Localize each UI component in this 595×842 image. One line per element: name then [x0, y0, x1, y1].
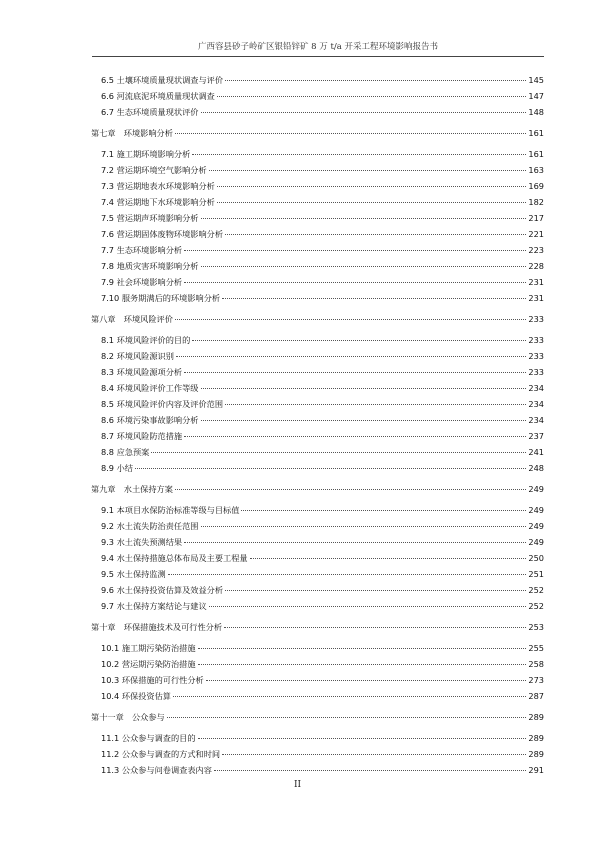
toc-entry-title: 7.1 施工期环境影响分析: [101, 149, 191, 159]
toc-entry-title: 10.4 环保投资估算: [101, 691, 171, 701]
toc-section-entry[interactable]: [91, 396, 544, 412]
toc-section-entry[interactable]: [91, 730, 544, 746]
dot-leader: [241, 510, 526, 511]
toc-chapter-entry[interactable]: [91, 481, 544, 497]
toc-entry-title: 8.8 应急预案: [101, 447, 150, 457]
toc-entry-title: 11.2 公众参与调查的方式和时间: [101, 749, 221, 759]
toc-entry-title: 7.10 服务期满后的环境影响分析: [101, 293, 221, 303]
dot-leader: [209, 606, 526, 607]
toc-entry-page: 255: [528, 643, 544, 653]
dot-leader: [167, 717, 526, 718]
table-of-contents: [91, 72, 544, 778]
toc-section-entry[interactable]: [91, 746, 544, 762]
toc-entry-page: 241: [528, 447, 544, 457]
toc-section-entry[interactable]: [91, 274, 544, 290]
toc-entry-page: 182: [528, 197, 544, 207]
toc-entry-page: 147: [528, 91, 544, 101]
toc-section-entry[interactable]: [91, 460, 544, 476]
toc-entry-page: 287: [528, 691, 544, 701]
toc-entry-page: 258: [528, 659, 544, 669]
toc-section-entry[interactable]: [91, 162, 544, 178]
toc-entry-title: 第十一章 公众参与: [91, 712, 165, 722]
toc-section-entry[interactable]: [91, 364, 544, 380]
toc-entry-page: 233: [528, 351, 544, 361]
toc-entry-title: 10.1 施工期污染防治措施: [101, 643, 196, 653]
dot-leader: [201, 112, 527, 113]
page-number: II: [293, 780, 302, 790]
toc-section-entry[interactable]: [91, 582, 544, 598]
dot-leader: [184, 436, 526, 437]
dot-leader: [184, 250, 526, 251]
toc-entry-page: 249: [528, 505, 544, 515]
dot-leader: [201, 526, 527, 527]
toc-section-entry[interactable]: [91, 566, 544, 582]
toc-entry-title: 7.2 营运期环境空气影响分析: [101, 165, 207, 175]
toc-entry-title: 6.7 生态环境质量现状评价: [101, 107, 199, 117]
toc-section-entry[interactable]: [91, 688, 544, 704]
toc-entry-page: 273: [528, 675, 544, 685]
dot-leader: [184, 372, 526, 373]
toc-entry-page: 233: [528, 335, 544, 345]
toc-entry-page: 233: [528, 314, 544, 324]
toc-entry-title: 8.1 环境风险评价的目的: [101, 335, 191, 345]
toc-entry-title: 9.1 本项目水保防治标准等级与目标值: [101, 505, 240, 515]
toc-section-entry[interactable]: [91, 656, 544, 672]
dot-leader: [209, 170, 526, 171]
toc-entry-title: 6.5 土壤环境质量现状调查与评价: [101, 75, 224, 85]
toc-section-entry[interactable]: [91, 428, 544, 444]
toc-section-entry[interactable]: [91, 88, 544, 104]
toc-entry-title: 9.7 水土保持方案结论与建议: [101, 601, 207, 611]
dot-leader: [201, 420, 527, 421]
dot-leader: [206, 680, 526, 681]
toc-entry-title: 9.3 水土流失预测结果: [101, 537, 183, 547]
toc-section-entry[interactable]: [91, 380, 544, 396]
toc-entry-title: 第十章 环保措施技术及可行性分析: [91, 622, 223, 632]
toc-entry-page: 223: [528, 245, 544, 255]
toc-entry-title: 9.6 水土保持投资估算及效益分析: [101, 585, 224, 595]
toc-entry-page: 252: [528, 585, 544, 595]
toc-entry-page: 251: [528, 569, 544, 579]
toc-section-entry[interactable]: [91, 672, 544, 688]
toc-section-entry[interactable]: [91, 502, 544, 518]
toc-entry-page: 237: [528, 431, 544, 441]
toc-entry-page: 161: [528, 128, 544, 138]
toc-entry-title: 8.4 环境风险评价工作等级: [101, 383, 199, 393]
toc-entry-page: 250: [528, 553, 544, 563]
dot-leader: [198, 738, 526, 739]
toc-chapter-entry[interactable]: [91, 619, 544, 635]
toc-entry-page: 289: [528, 749, 544, 759]
toc-entry-title: 10.3 环保措施的可行性分析: [101, 675, 204, 685]
toc-entry-title: 第九章 水土保持方案: [91, 484, 173, 494]
dot-leader: [184, 542, 526, 543]
dot-leader: [151, 452, 526, 453]
toc-entry-page: 289: [528, 733, 544, 743]
dot-leader: [222, 298, 526, 299]
toc-section-entry[interactable]: [91, 598, 544, 614]
toc-entry-page: 163: [528, 165, 544, 175]
dot-leader: [225, 234, 526, 235]
dot-leader: [135, 468, 526, 469]
toc-section-entry[interactable]: [91, 412, 544, 428]
toc-section-entry[interactable]: [91, 332, 544, 348]
toc-chapter-entry[interactable]: [91, 125, 544, 141]
toc-entry-page: 221: [528, 229, 544, 239]
dot-leader: [198, 648, 526, 649]
dot-leader: [250, 558, 526, 559]
toc-entry-page: 253: [528, 622, 544, 632]
dot-leader: [225, 80, 526, 81]
toc-section-entry[interactable]: [91, 534, 544, 550]
toc-entry-page: 217: [528, 213, 544, 223]
toc-entry-page: 248: [528, 463, 544, 473]
toc-entry-page: 234: [528, 383, 544, 393]
toc-entry-title: 8.3 环境风险源项分析: [101, 367, 183, 377]
dot-leader: [168, 574, 526, 575]
toc-entry-title: 9.5 水土保持监测: [101, 569, 166, 579]
dot-leader: [222, 754, 526, 755]
dot-leader: [176, 356, 526, 357]
toc-entry-page: 289: [528, 712, 544, 722]
toc-entry-title: 9.2 水土流失防治责任范围: [101, 521, 199, 531]
toc-entry-title: 第八章 环境风险评价: [91, 314, 173, 324]
dot-leader: [217, 96, 526, 97]
toc-section-entry[interactable]: [91, 290, 544, 306]
toc-section-entry[interactable]: [91, 444, 544, 460]
dot-leader: [225, 404, 526, 405]
toc-section-entry[interactable]: [91, 550, 544, 566]
toc-entry-title: 11.1 公众参与调查的目的: [101, 733, 196, 743]
toc-entry-page: 231: [528, 277, 544, 287]
dot-leader: [201, 266, 527, 267]
toc-entry-title: 第七章 环境影响分析: [91, 128, 173, 138]
dot-leader: [175, 489, 526, 490]
toc-entry-title: 7.5 营运期声环境影响分析: [101, 213, 199, 223]
toc-entry-page: 249: [528, 521, 544, 531]
toc-entry-page: 148: [528, 107, 544, 117]
toc-section-entry[interactable]: [91, 104, 544, 120]
toc-entry-page: 249: [528, 537, 544, 547]
running-header: 广西容县砂子岭矿区银铅锌矿 8 万 t/a 开采工程环境影响报告书: [92, 40, 544, 57]
dot-leader: [224, 627, 526, 628]
toc-section-entry[interactable]: [91, 242, 544, 258]
toc-section-entry[interactable]: [91, 210, 544, 226]
toc-entry-title: 8.9 小结: [101, 463, 133, 473]
toc-entry-page: 231: [528, 293, 544, 303]
toc-entry-title: 8.7 环境风险防范措施: [101, 431, 183, 441]
toc-entry-title: 10.2 营运期污染防治措施: [101, 659, 196, 669]
toc-section-entry[interactable]: [91, 194, 544, 210]
toc-section-entry[interactable]: [91, 146, 544, 162]
toc-section-entry[interactable]: [91, 226, 544, 242]
toc-entry-title: 7.3 营运期地表水环境影响分析: [101, 181, 215, 191]
toc-entry-title: 7.4 营运期地下水环境影响分析: [101, 197, 215, 207]
toc-entry-page: 228: [528, 261, 544, 271]
toc-section-entry[interactable]: [91, 72, 544, 88]
toc-entry-page: 169: [528, 181, 544, 191]
dot-leader: [201, 388, 527, 389]
toc-entry-title: 7.9 社会环境影响分析: [101, 277, 183, 287]
toc-section-entry[interactable]: [91, 640, 544, 656]
dot-leader: [198, 664, 526, 665]
dot-leader: [217, 186, 526, 187]
dot-leader: [184, 282, 526, 283]
toc-entry-title: 9.4 水土保持措施总体布局及主要工程量: [101, 553, 248, 563]
toc-entry-page: 291: [528, 765, 544, 775]
toc-entry-page: 145: [528, 75, 544, 85]
dot-leader: [192, 340, 526, 341]
dot-leader: [173, 696, 526, 697]
dot-leader: [217, 202, 526, 203]
dot-leader: [201, 218, 527, 219]
toc-entry-page: 233: [528, 367, 544, 377]
toc-entry-title: 8.5 环境风险评价内容及评价范围: [101, 399, 224, 409]
toc-entry-page: 234: [528, 415, 544, 425]
toc-chapter-entry[interactable]: [91, 709, 544, 725]
dot-leader: [175, 133, 526, 134]
toc-section-entry[interactable]: [91, 518, 544, 534]
toc-entry-title: 11.3 公众参与问卷调查表内容: [101, 765, 212, 775]
toc-entry-title: 7.7 生态环境影响分析: [101, 245, 183, 255]
toc-entry-title: 6.6 河流底泥环境质量现状调查: [101, 91, 215, 101]
toc-section-entry[interactable]: [91, 348, 544, 364]
toc-section-entry[interactable]: [91, 178, 544, 194]
toc-section-entry[interactable]: [91, 762, 544, 778]
toc-entry-title: 8.2 环境风险源识别: [101, 351, 174, 361]
toc-entry-page: 234: [528, 399, 544, 409]
toc-entry-title: 7.6 营运期固体废物环境影响分析: [101, 229, 224, 239]
toc-entry-title: 7.8 地质灾害环境影响分析: [101, 261, 199, 271]
dot-leader: [214, 770, 526, 771]
toc-entry-title: 8.6 环境污染事故影响分析: [101, 415, 199, 425]
dot-leader: [175, 319, 526, 320]
dot-leader: [192, 154, 526, 155]
toc-chapter-entry[interactable]: [91, 311, 544, 327]
toc-entry-page: 252: [528, 601, 544, 611]
toc-entry-page: 161: [528, 149, 544, 159]
toc-entry-page: 249: [528, 484, 544, 494]
dot-leader: [225, 590, 526, 591]
toc-section-entry[interactable]: [91, 258, 544, 274]
